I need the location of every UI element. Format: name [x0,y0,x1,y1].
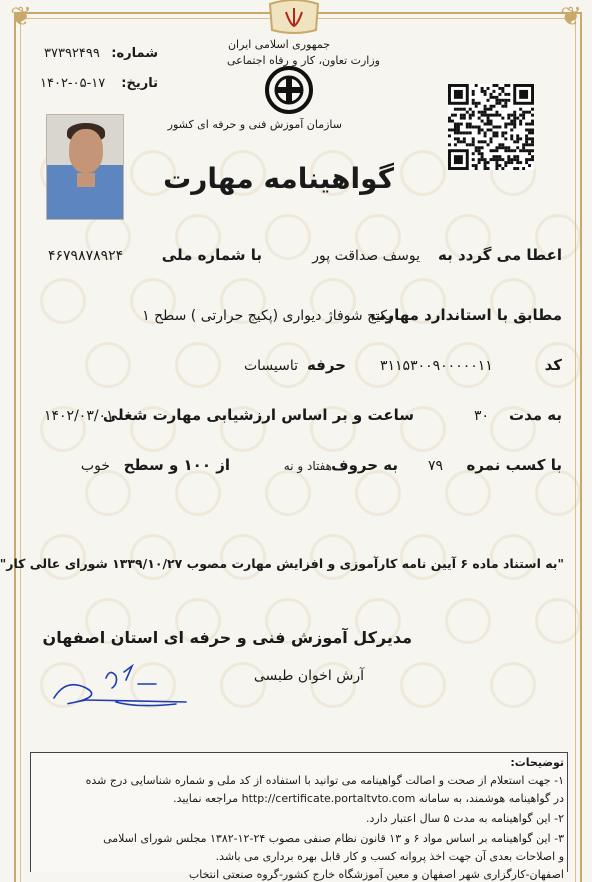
duration-value: ۳۰ [474,408,490,424]
header-line-1: جمهوری اسلامی ایران [227,38,330,51]
qr-code-icon[interactable] [448,84,534,170]
assessment-label: ساعت و بر اساس ارزشیابی مهارت شغلی [102,406,414,424]
holder-name: یوسف صداقت پور [312,248,420,264]
in-words-label: به حروف [331,456,398,474]
note-3b: و اصلاحات بعدی آن جهت اخذ پروانه کسب و کار قابل بهره برداری می باشد. [215,850,564,863]
notes-heading: توضیحات: [510,756,564,769]
date-value: ۱۴۰۲-۰۵-۱۷ [40,76,106,91]
note-1b: در گواهینامه هوشمند، به سامانه http://certificate.portaltvto.com مراجعه نمایید. [173,792,564,805]
org-name: سازمان آموزش فنی و حرفه ای کشور [167,118,342,131]
granted-label: اعطا می گردد به [438,246,562,264]
signatory-title: مدیرکل آموزش فنی و حرفه ای استان اصفهان [42,628,412,647]
note-2: ۲- این گواهینامه به مدت ۵ سال اعتبار دارد. [366,812,564,825]
score-label: با کسب نمره [466,456,562,474]
signature-icon [46,658,196,718]
national-id-value: ۴۶۷۹۸۷۸۹۲۴ [48,248,124,264]
number-label: شماره: [111,46,158,61]
header-line-2: وزارت تعاون، کار و رفاه اجتماعی [226,54,380,67]
certificate-title: گواهینامه مهارت [163,162,394,195]
standard-value: پکیج شوفاژ دیواری (پکیج حرارتی ) سطح ۱ [142,308,392,324]
holder-photo [46,114,124,220]
note-1a: ۱- جهت استعلام از صحت و اصالت گواهینامه می توانید با استفاده از کد ملی و شماره شناسایی درج شده [85,774,564,787]
standard-label: مطابق با استاندارد مهارت [370,306,562,324]
date-label: تاریخ: [121,76,158,91]
in-words-value: هفتاد و نه [283,459,332,473]
notes-footer: اصفهان-کارگزاری شهر اصفهان و معین آموزشگاه خارج کشور-گروه صنعتی انتخاب [188,868,564,881]
code-value: ۳۱۱۵۳۰۰۹۰۰۰۰۰۱۱ [380,358,493,374]
legal-citation: "به استناد ماده ۶ آیین نامه کارآموزی و افزایش مهارت مصوب ۱۳۳۹/۱۰/۲۷ شورای عالی کار" [0,556,564,571]
assessment-date: ۱۴۰۲/۰۳/۰۱ [44,408,114,424]
level-value: خوب [80,458,110,474]
iran-emblem-icon [266,0,322,34]
signatory-name: آرش اخوان طبسی [253,668,364,684]
corner-ornament-icon: ❦ [560,2,582,32]
note-3a: ۳- این گواهینامه بر اساس مواد ۶ و ۱۳ قانون نظام صنفی مصوب ۲۴-۱۲-۱۳۸۲ مجلس شورای اسلامی [103,832,564,845]
national-id-label: با شماره ملی [161,246,262,264]
trade-label: حرفه [306,356,346,374]
score-value: ۷۹ [428,458,444,474]
number-value: ۳۷۳۹۲۴۹۹ [44,46,100,61]
tvto-logo-icon [262,66,316,114]
trade-value: تاسیسات [243,358,298,374]
duration-label: به مدت [509,406,562,424]
out-of-label: از ۱۰۰ و سطح [123,456,230,474]
corner-ornament-icon: ❦ [10,2,32,32]
code-label: کد [544,356,562,374]
